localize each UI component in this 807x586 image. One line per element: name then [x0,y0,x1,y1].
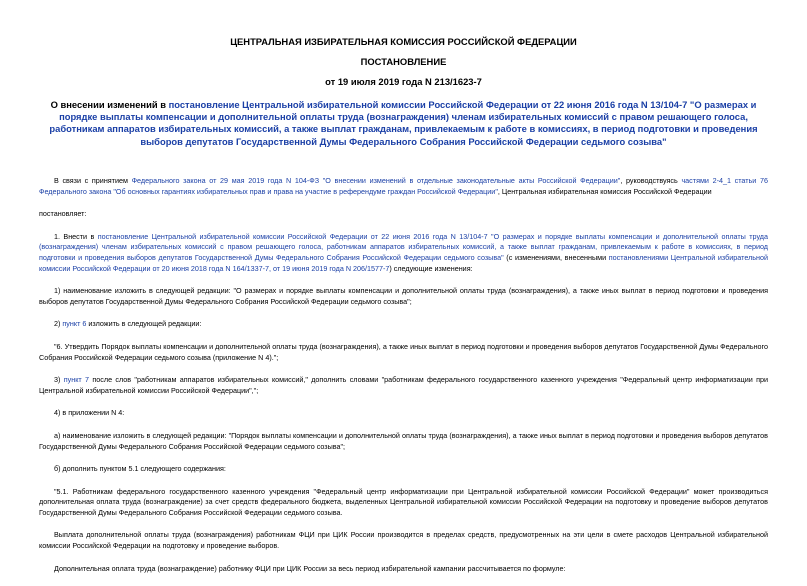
paragraph-subitem-4: 4) в приложении N 4: [54,408,125,418]
point-6-link[interactable]: пункт 6 [62,319,87,329]
document-body [39,176,768,586]
paragraph-point-6-text: "6. Утвердить Порядок выплаты компенсации и дополнительной оплаты труда (вознаграждения), а также иных выплат в период подготовки и проведения выборов депутатов Государственной Думы Федерального Собрания Российской Федерации седьмого созыва (приложение N 4)."; [39,341,768,362]
paragraph-payment-limits: Выплата дополнительной оплаты труда (вознаграждения) работникам ФЦИ при ЦИК России производится в пределах средств, предусмотренных на эти цели в смете расходов Центральной избирательной комиссии Российской Федерации на подготовку и проведение выборов. [39,530,768,551]
point-7-link[interactable]: пункт 7 [63,375,90,385]
preamble-text: , руководствуясь [620,176,682,185]
paragraph-resolves: постановляет: [39,209,87,219]
amending-resolutions-link[interactable]: постановлениями Центральной избирательной комиссии Российской Федерации от 20 июня 2018 года N 164/1337-7, от 19 июня 2019 года N 206/1577-7 [39,252,769,273]
date-number-line: от 19 июля 2019 года N 213/1623-7 [325,76,482,87]
paragraph-subitem-4b: б) дополнить пунктом 5.1 следующего содержания: [54,464,226,474]
document-title [40,99,767,148]
preamble-text: , Центральная избирательная комиссия Российской Федерации [497,186,712,196]
federal-law-104-link[interactable]: Федерального закона от 29 мая 2019 года N 104-ФЗ "О внесении изменений в отдельные законодательные акты Российской Федерации" [131,176,621,185]
preamble-text: В связи с принятием [54,176,132,185]
paragraph-subitem-2 [39,319,768,330]
item-text: после слов "работникам аппаратов избирательных комиссий," дополнить словами "работникам федерального государственного казенного учреждения "Федеральный центр информатизации при Центральной избирательной комиссии Российской Федерации","; [39,375,768,395]
article-76-link[interactable]: частями 2-4_1 статьи 76 Федерального закона "Об основных гарантиях избирательных прав и права на участие в референдуме граждан Российской Федерации" [39,176,768,196]
title-prefix: О внесении изменений в [50,99,169,110]
paragraph-subitem-3 [39,375,768,396]
paragraph-subitem-4a: а) наименование изложить в следующей редакции: "Порядок выплаты компенсации и дополнительной оплаты труда (вознаграждения), а также иных выплат в период подготовки и проведения выборов депутатов Государственной Думы Федерального Собрания Российской Федерации седьмого созыва"; [39,430,768,451]
title-resolution-link[interactable]: постановление Центральной избирательной комиссии Российской Федерации от 22 июня 2016 года N 13/104-7 "О размерах и порядке выплаты компенсации и дополнительной оплаты труда (вознаграждения) членам избирательных комиссий с правом решающего голоса, работникам аппаратов избирательных комиссий, а также выплат гражданам, привлекаемым к работе в комиссиях, в период подготовки и проведения выборов депутатов Государственной Думы Федерального Собрания Российской Федерации седьмого созыва" [49,99,758,147]
organization-heading: ЦЕНТРАЛЬНАЯ ИЗБИРАТЕЛЬНАЯ КОМИССИЯ РОССИЙСКОЙ ФЕДЕРАЦИИ [230,36,577,47]
item-text: изложить в следующей редакции: [86,319,202,329]
paragraph-item-1 [39,232,768,274]
item-text: ) следующие изменения: [389,263,473,273]
item-text: 1. Внести в [54,231,98,241]
resolution-13-104-7-link[interactable]: постановление Центральной избирательной комиссии Российской Федерации от 22 июня 2016 года N 13/104-7 "О размерах и порядке выплаты компенсации и дополнительной оплаты труда (вознаграждения) членам избирательных комиссий с правом решающего голоса, работникам аппаратов избирательных комиссий, а также выплат гражданам, привлекаемым к работе в комиссиях, в период подготовки и проведения выборов депутатов Государственной Думы Федерального Собрания Российской Федерации седьмого созыва" [39,231,769,262]
item-text: (с изменениями, внесенными [503,252,609,262]
paragraph-subitem-1: 1) наименование изложить в следующей редакции: "О размерах и порядке выплаты компенсации и дополнительной оплаты труда (вознаграждения), а также иных выплат в период подготовки и проведения выборов депутатов Государственной Думы Федерального Собрания Российской Федерации седьмого созыва"; [39,286,768,306]
paragraph-point-5-1: "5.1. Работникам федерального государственного казенного учреждения "Федеральный центр информатизации при Центральной избирательной комиссии Российской Федерации" может производиться дополнительная оплата труда (вознаграждение) за счет средств федерального бюджета, выделенных Центральной избирательной комиссии Российской Федерации на подготовку и проведение выборов депутатов Государственной Думы Федерального Собрания Российской Федерации седьмого созыва. [39,486,768,517]
item-text: 2) [54,319,63,329]
paragraph-preamble [39,176,768,197]
item-text: 3) [54,375,64,385]
paragraph-formula-intro: Дополнительная оплата труда (вознаграждение) работнику ФЦИ при ЦИК России за весь период избирательной кампании рассчитывается по формуле: [54,563,566,573]
document-type-heading: ПОСТАНОВЛЕНИЕ [360,56,447,67]
